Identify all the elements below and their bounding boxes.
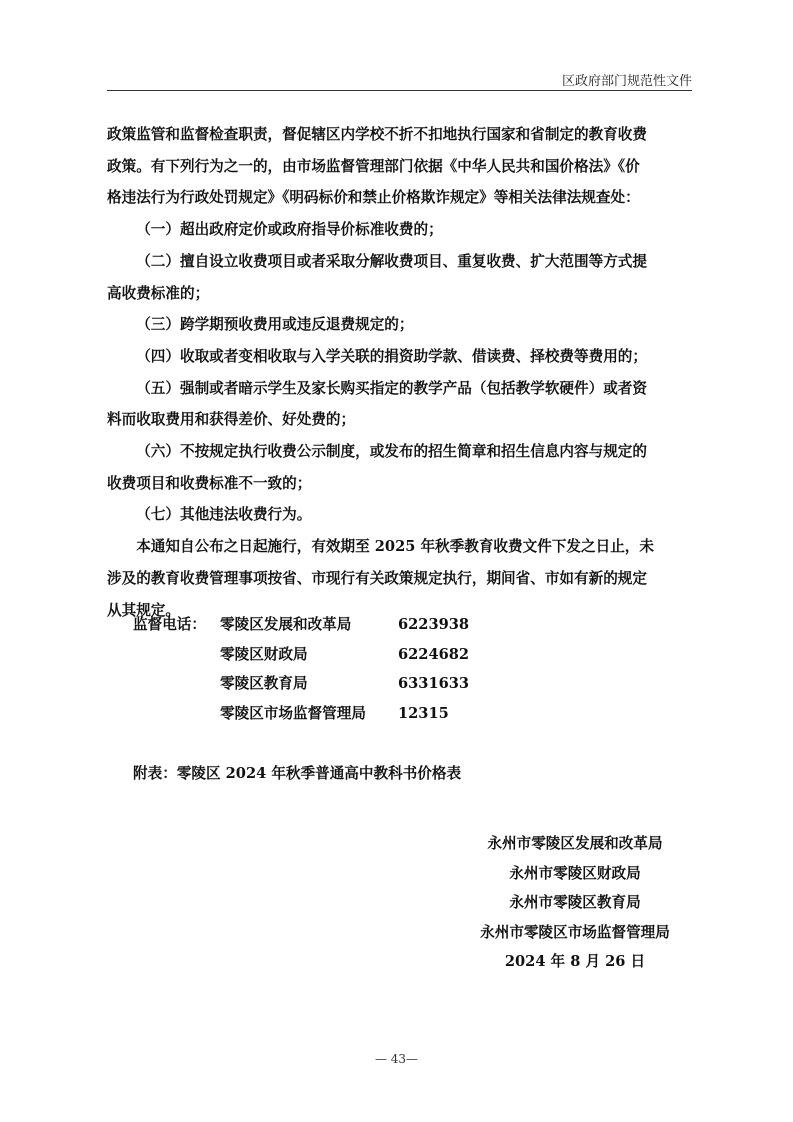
signature-org: 永州市零陵区发展和改革局 [487,835,663,852]
text-line: （五）强制或者暗示学生及家长购买指定的教学产品（包括教学软硬件）或者资 [136,379,647,397]
text-line: 政策。有下列行为之一的，由市场监督管理部门依据《中华人民共和国价格法》《价 [107,157,640,175]
text-line: 涉及的教育收费管理事项按省、市现行有关政策规定执行，期间省、市如有新的规定 [107,569,647,587]
item-2 [107,246,692,309]
text-line: （三）跨学期预收费用或违反退费规定的； [136,316,414,334]
contact-name: 零陵区教育局 [220,675,308,692]
contact-label: 监督电话： [133,616,206,633]
item-6 [107,436,692,499]
text-line: 本通知自公布之日起施行，有效期至 2025 年秋季教育收费文件下发之日止，未 [136,538,654,556]
text-line: 高收费标准的； [107,284,210,302]
contact-row [133,610,469,640]
header-title: 区政府部门规范性文件 [561,74,692,89]
signature-block [440,829,710,977]
item-5 [107,373,692,436]
attachment-note: 附表：零陵区 2024 年秋季普通高中教科书价格表 [133,765,462,782]
item-4 [107,341,692,373]
text-line: （七）其他违法收费行为。 [136,506,312,524]
contact-phone: 6224682 [398,645,470,663]
contact-phone: 12315 [398,704,449,722]
page-header [107,64,692,91]
text-line: （六）不按规定执行收费公示制度，或发布的招生简章和招生信息内容与规定的 [136,443,647,461]
contact-phone: 6223938 [398,616,470,633]
signature-org: 永州市零陵区教育局 [509,894,641,911]
signature-date: 2024 年 8 月 26 日 [504,953,646,970]
item-1 [107,214,692,246]
contact-name: 零陵区市场监督管理局 [220,704,366,722]
contact-list [133,610,469,728]
contact-row [133,640,469,670]
signature-org: 永州市零陵区市场监督管理局 [480,923,670,941]
page-number: — 43— [374,1052,419,1066]
contact-name: 零陵区发展和改革局 [220,616,352,633]
signature-org: 永州市零陵区财政局 [509,864,641,882]
text-line: 收费项目和收费标准不一致的； [107,474,312,492]
item-7 [107,499,692,531]
contact-row [133,699,469,729]
document-body [107,119,692,626]
text-line: （四）收取或者变相收取与入学关联的捐资助学款、借读费、择校费等费用的； [136,347,647,365]
contact-row [133,669,469,699]
text-line: （一）超出政府定价或政府指导价标准收费的； [136,221,443,239]
paragraph-intro [107,119,692,214]
text-line: 料而收取费用和获得差价、好处费的； [107,411,356,429]
text-line: 从其规定。 [107,601,180,619]
item-3 [107,309,692,341]
contact-name: 零陵区财政局 [220,645,308,663]
text-line: （二）擅自设立收费项目或者采取分解收费项目、重复收费、扩大范围等方式提 [136,252,647,270]
text-line: 格违法行为行政处罚规定》《明码标价和禁止价格欺诈规定》等相关法律法规查处： [107,189,640,207]
contact-phone: 6331633 [398,675,470,692]
text-line: 政策监管和监督检查职责，督促辖区内学校不折不扣地执行国家和省制定的教育收费 [107,126,647,143]
